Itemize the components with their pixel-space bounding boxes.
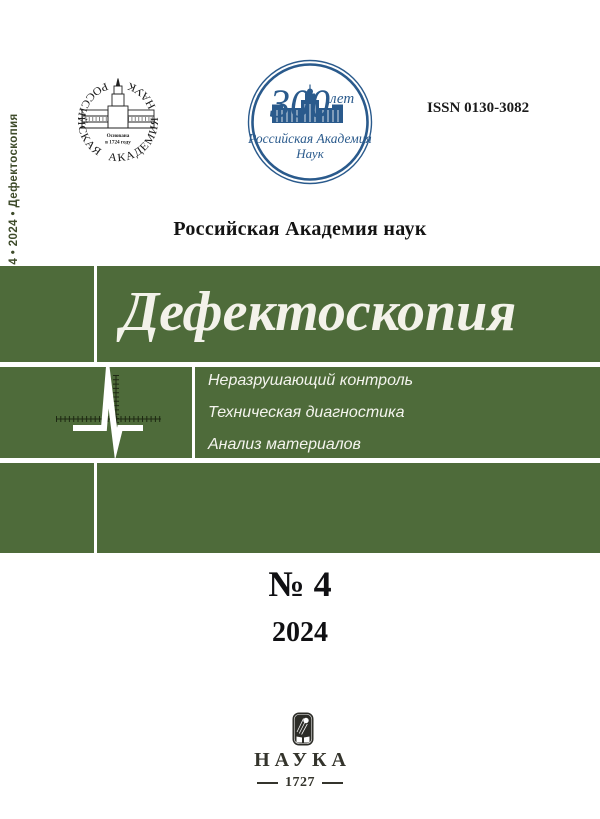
academy-name: Российская Академия наук [173,218,427,240]
ras-seal-founded-line2: в 1724 году [105,139,131,146]
anniversary-seal [244,58,376,188]
anniversary-caption-line1: Российская Академия [248,131,372,146]
topic-item: Анализ материалов [208,435,361,453]
divider-line [192,367,195,458]
divider-line [94,463,97,553]
waveform-icon [0,367,193,458]
issn-label: ISSN 0130-3082 [427,100,530,116]
publisher-emblem-icon [292,712,314,746]
anniversary-suffix: лет [330,91,355,107]
issue-number: № 4 [268,564,332,604]
dash-line [322,782,343,784]
publisher-name: НАУКА [254,749,351,771]
topic-item: Неразрушающий контроль [208,371,414,389]
banner [0,266,600,553]
issue-year: 2024 [272,617,328,648]
banner-topics-row [0,367,600,458]
dash-line [257,782,278,784]
spine-text: 4 • 2024 • Дефектоскопия [8,113,20,265]
publisher-founded [0,775,600,791]
banner-empty-row [0,463,600,553]
journal-title: Дефектоскопия [120,281,517,343]
ras-seal-founded-line1: Основана [106,133,130,139]
anniversary-number: 300 [270,81,330,126]
banner-title-row [0,266,600,362]
ras-seal-arc-text: РОССИЙСКАЯ АКАДЕМИЯ НАУК [74,79,162,165]
topics-list [208,367,413,458]
ras-seal [66,76,170,168]
anniversary-caption-line2: Наук [296,146,324,161]
topic-item: Техническая диагностика [208,403,405,421]
publisher-founded-year: 1727 [285,775,315,790]
